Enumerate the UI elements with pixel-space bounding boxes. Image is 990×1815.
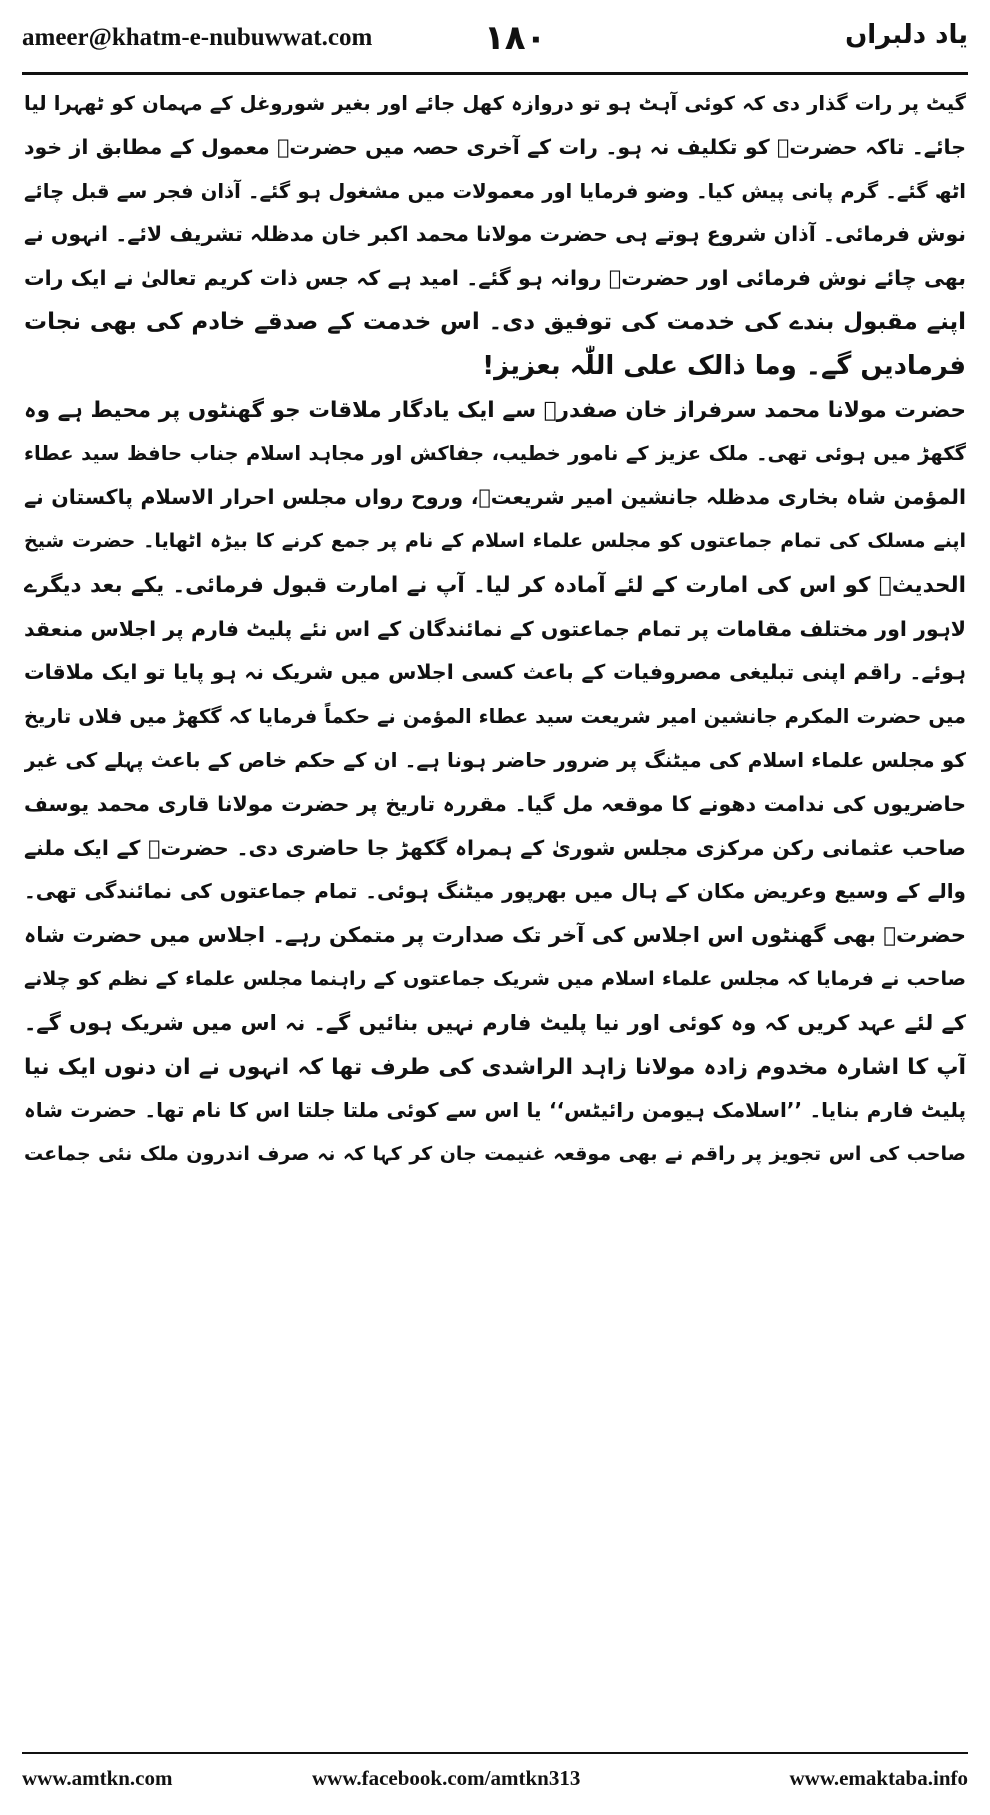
text-line: اپنے مسلک کی تمام جماعتوں کو مجلس علماء اسلام کے نام پر جمع کرنے کا بیڑہ اٹھایا۔ حضرت شیخ [24, 529, 966, 552]
footer-link-facebook: www.facebook.com/amtkn313 [312, 1766, 581, 1790]
text-line: والے کے وسیع وعریض مکان کے ہال میں بھرپور میٹنگ ہوئی۔ تمام جماعتوں کی نمائندگی تھی۔ [24, 879, 966, 904]
text-line: صاحب نے فرمایا کہ مجلس علماء اسلام میں شریک جماعتوں کے راہنما مجلس علماء کے نظم کو چلانے [24, 967, 966, 990]
page-header [22, 14, 968, 62]
page-footer [22, 1762, 968, 1796]
text-line: ہوئے۔ راقم اپنی تبلیغی مصروفیات کے باعث کسی اجلاس میں شریک نہ ہو پایا تو ایک ملاقات [24, 660, 966, 685]
text-line: فرمادیں گے۔ وما ذالک علی اللّٰہ بعزیز! [482, 350, 966, 381]
text-line: جائے۔ تاکہ حضرتؒ کو تکلیف نہ ہو۔ رات کے آخری حصہ میں حضرتؒ معمول کے مطابق از خود [24, 134, 966, 159]
text-line: میں حضرت المکرم جانشین امیر شریعت سید عطاء المؤمن نے حکماً فرمایا کہ گکھڑ میں فلاں تاریخ [24, 705, 966, 729]
text-line: حضرتؒ بھی گھنٹوں اس اجلاس کی آخر تک صدارت پر متمکن رہے۔ اجلاس میں حضرت شاہ [24, 923, 966, 948]
footer-link-amtkn: www.amtkn.com [22, 1766, 173, 1790]
text-line: گیٹ پر رات گذار دی کہ کوئی آہٹ ہو تو دروازہ کھل جائے اور بغیر شوروغل کے مہمان کو ٹھہرا لیا [24, 92, 966, 115]
book-title: یاد دلبراں [845, 20, 968, 50]
footer-link-emaktaba: www.emaktaba.info [789, 1766, 968, 1790]
text-line: کے لئے عہد کریں کہ وہ کوئی اور نیا پلیٹ فارم نہیں بنائیں گے۔ نہ اس میں شریک ہوں گے۔ [24, 1010, 966, 1035]
text-line: حاضریوں کی ندامت دھونے کا موقعہ مل گیا۔ مقررہ تاریخ پر حضرت مولانا قاری محمد یوسف [24, 791, 966, 816]
text-line: اپنے مقبول بندے کی خدمت کی توفیق دی۔ اس خدمت کے صدقے خادم کی بھی نجات [24, 308, 966, 335]
header-email: ameer@khatm-e-nubuwwat.com [22, 24, 373, 51]
body-text [24, 82, 966, 1177]
text-line: الحدیثؒ کو اس کی امارت کے لئے آمادہ کر لیا۔ آپ نے امارت قبول فرمائی۔ یکے بعد دیگرے [24, 572, 966, 598]
text-line: پلیٹ فارم بنایا۔ ’’اسلامک ہیومن رائیٹس‘‘ یا اس سے کوئی ملتا جلتا اس کا نام تھا۔ حضرت شاہ [24, 1098, 966, 1123]
text-line: نوش فرمائی۔ آذان شروع ہوتے ہی حضرت مولانا محمد اکبر خان مدظلہ تشریف لائے۔ انہوں نے [24, 222, 966, 247]
footer-divider [22, 1752, 968, 1754]
text-line: المؤمن شاہ بخاری مدظلہ جانشین امیر شریعتؒ، وروح رواں مجلس احرار الاسلام پاکستان نے [24, 485, 966, 510]
text-line: صاحب کی اس تجویز پر راقم نے بھی موقعہ غنیمت جان کر کہا کہ نہ صرف اندرون ملک نئی جماعت [24, 1143, 966, 1166]
header-divider [22, 72, 968, 75]
text-line: گکھڑ میں ہوئی تھی۔ ملک عزیز کے نامور خطیب، جفاکش اور مجاہد اسلام جناب حافظ سید عطاء [24, 442, 966, 466]
page-number: ۱۸۰ [484, 18, 547, 58]
text-line: حضرت مولانا محمد سرفراز خان صفدرؒ سے ایک یادگار ملاقات جو گھنٹوں پر محیط ہے وہ [24, 397, 966, 423]
text-line: آپ کا اشارہ مخدوم زادہ مولانا زاہد الراشدی کی طرف تھا کہ انہوں نے ان دنوں ایک نیا [24, 1054, 966, 1080]
text-line: لاہور اور مختلف مقامات پر تمام جماعتوں کے نمائندگان کے اس نئے پلیٹ فارم پر اجلاس منعقد [24, 616, 966, 641]
text-line: اٹھ گئے۔ گرم پانی پیش کیا۔ وضو فرمایا اور معمولات میں مشغول ہو گئے۔ آذان فجر سے قبل چائے [24, 179, 966, 203]
text-line: بھی چائے نوش فرمائی اور حضرتؒ روانہ ہو گئے۔ امید ہے کہ جس ذات کریم تعالیٰ نے ایک رات [24, 266, 966, 291]
text-line: کو مجلس علماء اسلام کی میٹنگ پر ضرور حاضر ہونا ہے۔ ان کے حکم خاص کے باعث پہلے کی غیر [24, 747, 966, 772]
text-line: صاحب عثمانی رکن مرکزی مجلس شوریٰ کے ہمراہ گکھڑ جا حاضری دی۔ حضرتؒ کے ایک ملنے [24, 835, 966, 860]
